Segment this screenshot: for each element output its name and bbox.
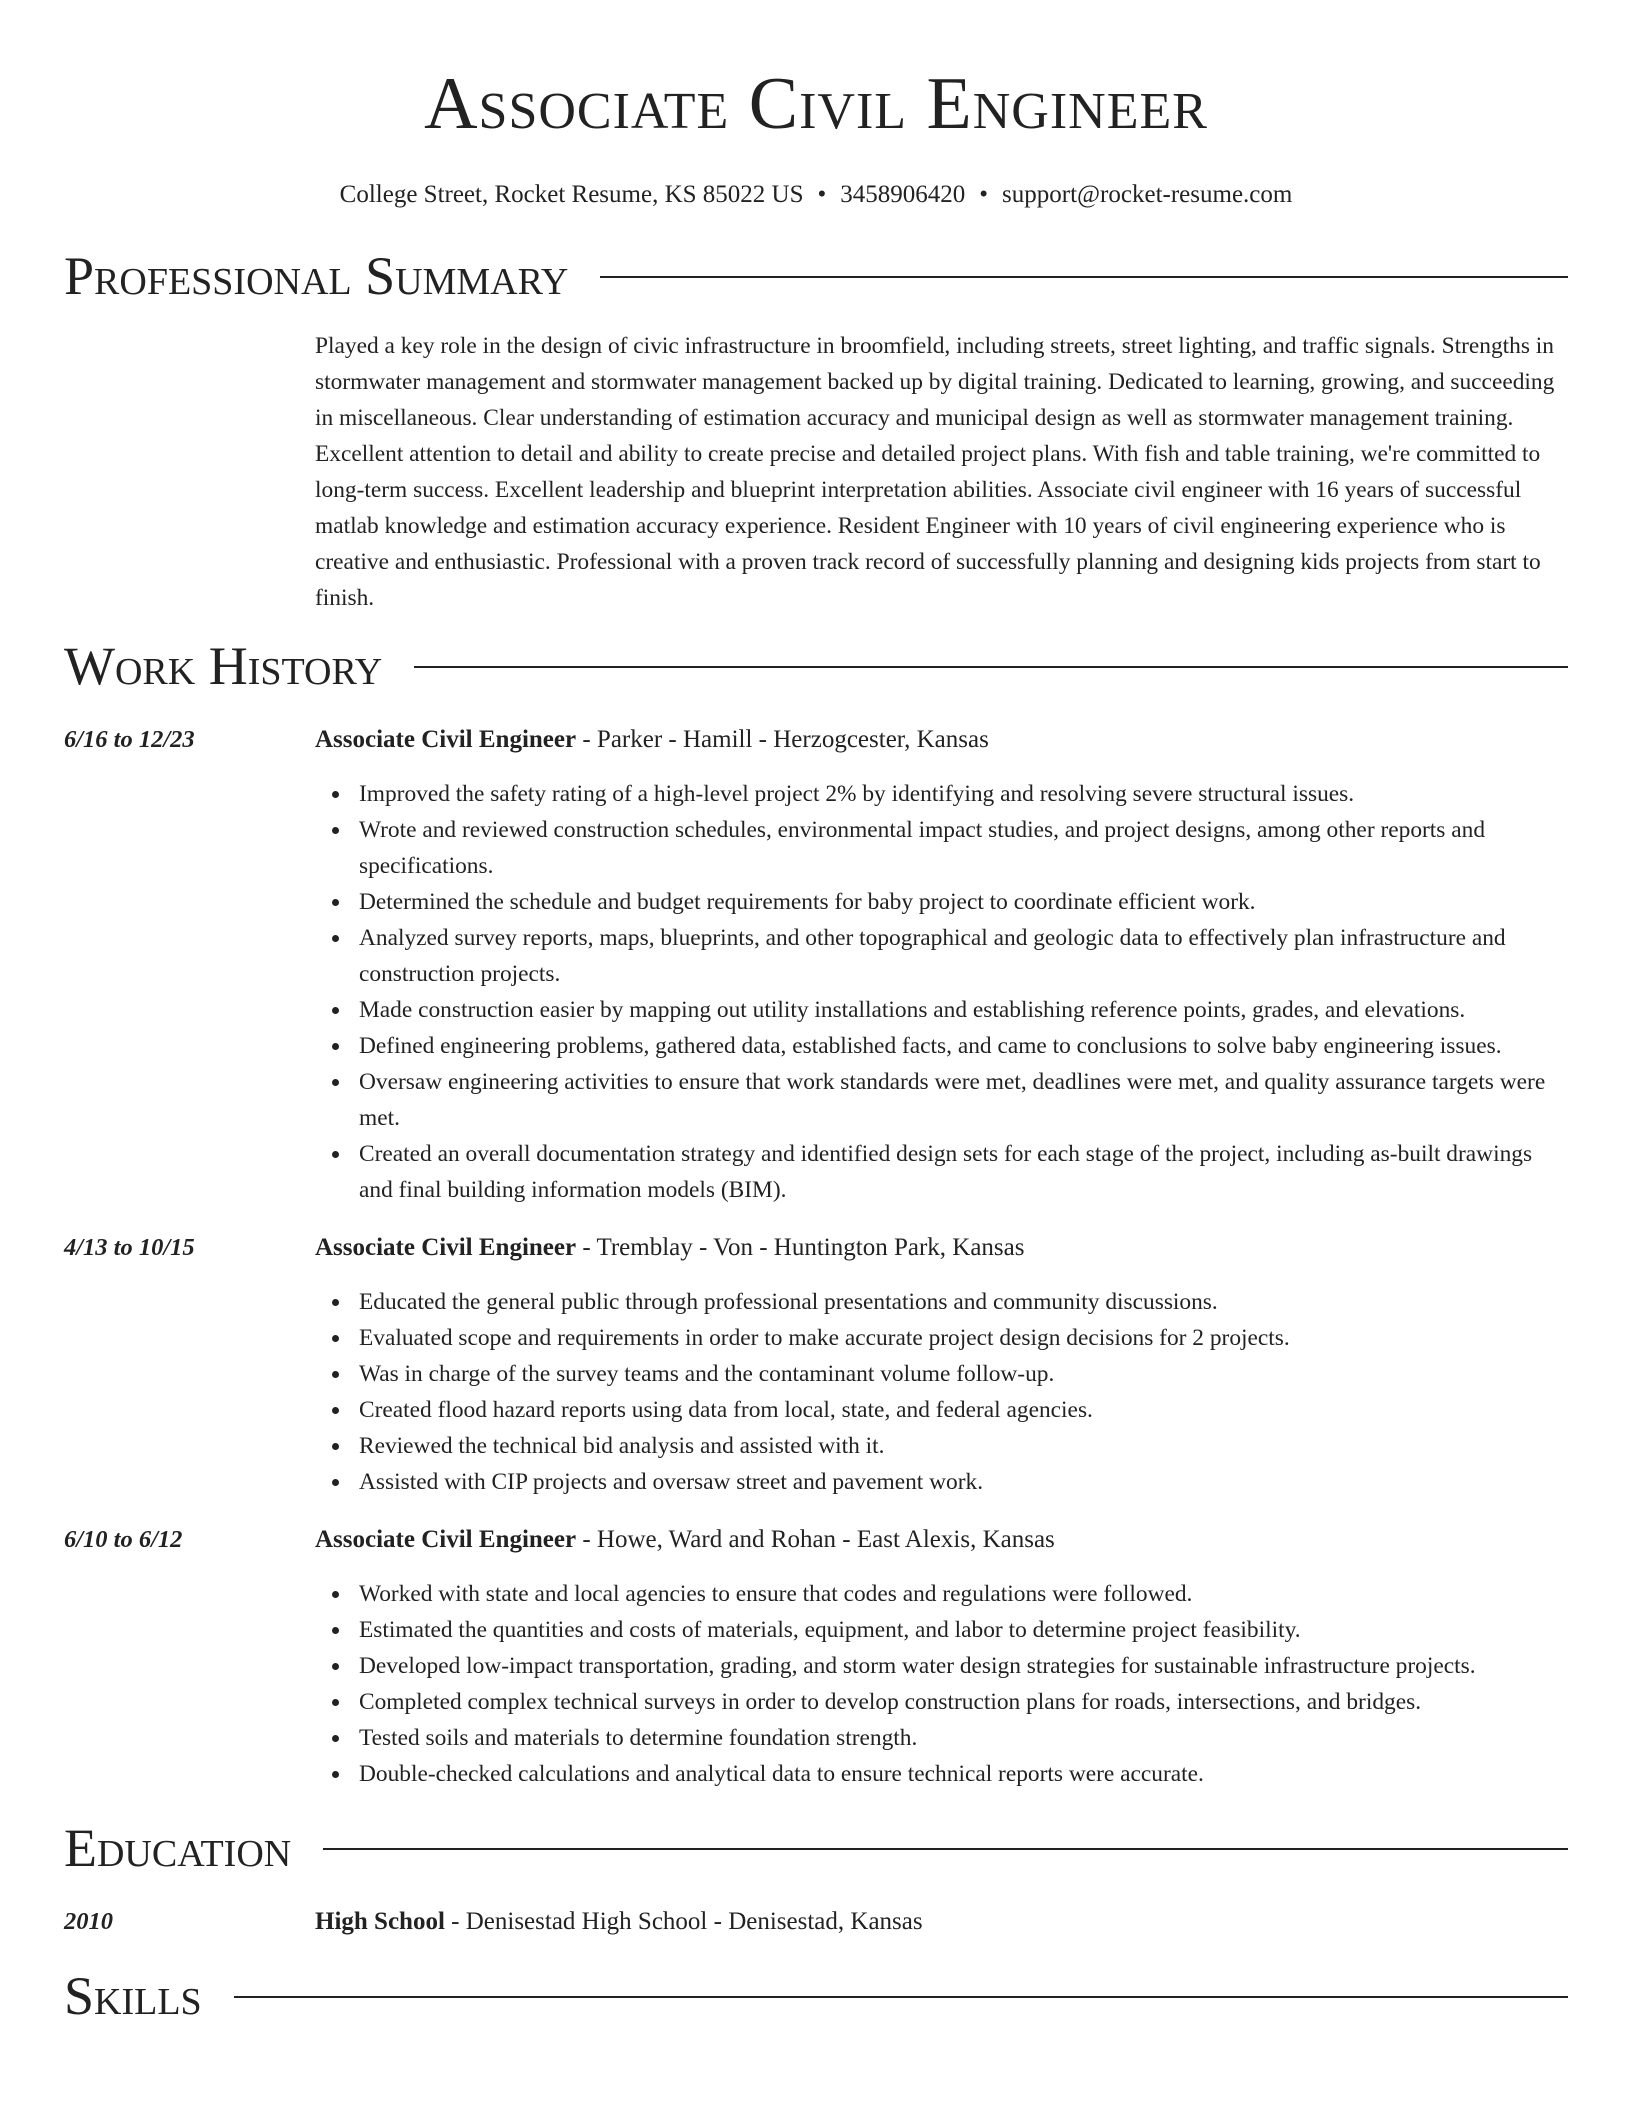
work-section-header bbox=[64, 636, 1568, 696]
section-divider bbox=[414, 666, 1568, 668]
job-bullet: Made construction easier by mapping out utility installations and establishing reference points, grades, and elevations. bbox=[315, 992, 1568, 1028]
section-divider bbox=[323, 1848, 1568, 1850]
contact-line bbox=[64, 180, 1568, 210]
job-bullet: Determined the schedule and budget requirements for baby project to coordinate efficient work. bbox=[315, 884, 1568, 920]
job-bullet: Created an overall documentation strategy and identified design sets for each stage of the project, including as-built drawings and final building information models (BIM). bbox=[315, 1136, 1568, 1208]
job-body bbox=[315, 722, 1568, 1208]
contact-address: College Street, Rocket Resume, KS 85022 US bbox=[339, 181, 804, 208]
education-school: - Denisestad High School - Denisestad, Kansas bbox=[444, 1908, 923, 1935]
contact-phone: 3458906420 bbox=[840, 181, 966, 208]
job-employer: - Howe, Ward and Rohan - East Alexis, Kansas bbox=[576, 1526, 1055, 1553]
job-bullet: Tested soils and materials to determine foundation strength. bbox=[315, 1720, 1568, 1756]
education-entry bbox=[64, 1904, 1568, 1940]
job-title-line bbox=[315, 722, 1568, 758]
job-title-line bbox=[315, 1522, 1568, 1558]
job-employer: - Parker - Hamill - Herzogcester, Kansas bbox=[576, 726, 989, 753]
education-section-title: Education bbox=[64, 1818, 292, 1878]
job-bullet: Wrote and reviewed construction schedules, environmental impact studies, and project designs, among other reports and specifications. bbox=[315, 812, 1568, 884]
job-dates: 6/16 to 12/23 bbox=[64, 726, 195, 753]
section-divider bbox=[600, 276, 1568, 278]
job-bullet: Completed complex technical surveys in order to develop construction plans for roads, intersections, and bridges. bbox=[315, 1684, 1568, 1720]
job-bullet: Assisted with CIP projects and oversaw street and pavement work. bbox=[315, 1464, 1568, 1500]
summary-section-title: Professional Summary bbox=[64, 246, 569, 306]
contact-separator: • bbox=[817, 181, 827, 208]
job-body bbox=[315, 1522, 1568, 1792]
candidate-name: Associate Civil Engineer bbox=[424, 63, 1208, 145]
job-bullets bbox=[315, 1284, 1568, 1500]
job-bullet: Oversaw engineering activities to ensure that work standards were met, deadlines were met, and quality assurance targets were met. bbox=[315, 1064, 1568, 1136]
section-divider bbox=[234, 1996, 1568, 1998]
job-bullet: Created flood hazard reports using data from local, state, and federal agencies. bbox=[315, 1392, 1568, 1428]
job-bullet: Improved the safety rating of a high-level project 2% by identifying and resolving severe structural issues. bbox=[315, 776, 1568, 812]
summary-text: Played a key role in the design of civic infrastructure in broomfield, including streets, street lighting, and traffic signals. Strengths in stormwater management and stormwater management backed up by digital training. Dedicated to learning, growing, and succeeding in miscellaneous. Clear understanding of estimation accuracy and municipal design as well as stormwater management training. Excellent attention to detail and ability to create precise and detailed project plans. With fish and table training, we're committed to long-term success. Excellent leadership and blueprint interpretation abilities. Associate civil engineer with 16 years of successful matlab knowledge and estimation accuracy experience. Resident Engineer with 10 years of civil engineering experience who is creative and enthusiastic. Professional with a proven track record of successfully planning and designing kids projects from start to finish. bbox=[315, 333, 1555, 611]
job-dates: 4/13 to 10/15 bbox=[64, 1234, 195, 1261]
contact-separator: • bbox=[979, 181, 989, 208]
job-bullet: Double-checked calculations and analytical data to ensure technical reports were accurate. bbox=[315, 1756, 1568, 1792]
job-bullet: Worked with state and local agencies to ensure that codes and regulations were followed. bbox=[315, 1576, 1568, 1612]
job-bullet: Evaluated scope and requirements in order to make accurate project design decisions for 2 projects. bbox=[315, 1320, 1568, 1356]
summary-section-header bbox=[64, 246, 1568, 306]
job-bullet: Estimated the quantities and costs of materials, equipment, and labor to determine project feasibility. bbox=[315, 1612, 1568, 1648]
job-bullet: Reviewed the technical bid analysis and assisted with it. bbox=[315, 1428, 1568, 1464]
job-dates: 6/10 to 6/12 bbox=[64, 1526, 183, 1553]
job-employer: - Tremblay - Von - Huntington Park, Kansas bbox=[576, 1234, 1025, 1261]
job-entry bbox=[64, 722, 1568, 1208]
work-section-title: Work History bbox=[64, 636, 383, 696]
job-entry bbox=[64, 1230, 1568, 1500]
job-bullet: Defined engineering problems, gathered data, established facts, and came to conclusions to solve baby engineering issues. bbox=[315, 1028, 1568, 1064]
education-degree: High School bbox=[315, 1908, 445, 1935]
job-bullets bbox=[315, 776, 1568, 1208]
education-section-header bbox=[64, 1818, 1568, 1878]
job-role: Associate Civil Engineer bbox=[315, 1234, 577, 1261]
job-body bbox=[315, 1230, 1568, 1500]
job-bullet: Developed low-impact transportation, grading, and storm water design strategies for sustainable infrastructure projects. bbox=[315, 1648, 1568, 1684]
job-bullet: Was in charge of the survey teams and the contaminant volume follow-up. bbox=[315, 1356, 1568, 1392]
contact-email: support@rocket-resume.com bbox=[1002, 181, 1293, 208]
job-title-line bbox=[315, 1230, 1568, 1266]
job-role: Associate Civil Engineer bbox=[315, 1526, 577, 1553]
job-entry bbox=[64, 1522, 1568, 1792]
education-year: 2010 bbox=[64, 1908, 113, 1935]
education-line bbox=[315, 1904, 923, 1940]
job-bullets bbox=[315, 1576, 1568, 1792]
job-bullet: Analyzed survey reports, maps, blueprints, and other topographical and geologic data to effectively plan infrastructure and construction projects. bbox=[315, 920, 1568, 992]
skills-section-header bbox=[64, 1966, 1568, 2026]
job-bullet: Educated the general public through professional presentations and community discussions. bbox=[315, 1284, 1568, 1320]
skills-section-title: Skills bbox=[64, 1966, 202, 2026]
job-role: Associate Civil Engineer bbox=[315, 726, 577, 753]
